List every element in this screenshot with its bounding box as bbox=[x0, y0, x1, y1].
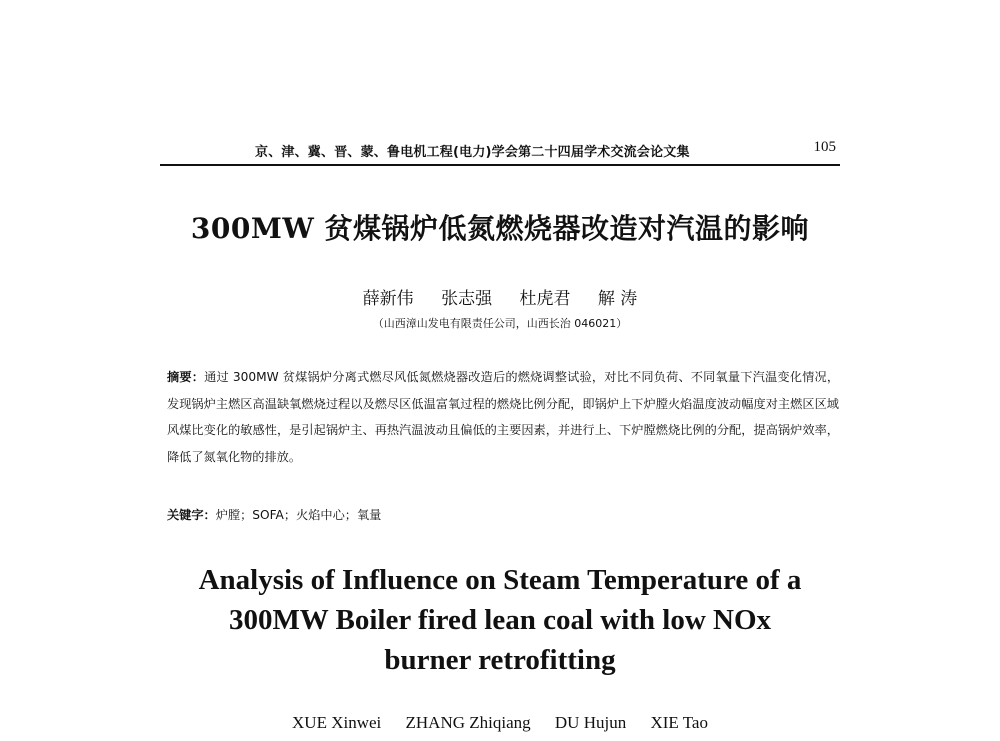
chinese-authors bbox=[0, 284, 1000, 309]
journal-name: 京、津、冀、晋、蒙、鲁电机工程(电力)学会第二十四届学术交流会论文集 bbox=[255, 145, 690, 160]
english-title bbox=[0, 560, 1000, 680]
abstract-text: 通过 300MW 贫煤锅炉分离式燃尽风低氮燃烧器改造后的燃烧调整试验，对比不同负荷、不同氧量下汽温变化情况，发现锅炉主燃区高温缺氧燃烧过程以及燃尽区低温富氧过程的燃烧比例分配，即锅炉上下炉膛火焰温度波动幅度对主燃区区域风煤比变化的敏感性，是引起锅炉主、再热汽温波动且偏低的主要因素，并进行上、下炉膛燃烧比例的分配，提高锅炉效率，降低了氮氧化物的排放。 bbox=[167, 370, 840, 464]
author-en: XIE Tao bbox=[650, 713, 708, 732]
chinese-affiliation: （山西漳山发电有限责任公司，山西长治 046021） bbox=[372, 317, 628, 330]
english-authors bbox=[0, 713, 1000, 733]
keywords bbox=[167, 506, 839, 523]
running-header bbox=[160, 138, 840, 166]
english-title-line: burner retrofitting bbox=[384, 644, 616, 676]
chinese-title: 300MW 贫煤锅炉低氮燃烧器改造对汽温的影响 bbox=[190, 212, 810, 245]
page-number: 105 bbox=[813, 139, 836, 155]
keywords-text: 炉膛；SOFA；火焰中心；氧量 bbox=[215, 508, 382, 522]
author-en: XUE Xinwei bbox=[292, 713, 382, 732]
abstract bbox=[167, 364, 839, 470]
author-en: DU Hujun bbox=[554, 713, 627, 732]
english-title-line: Analysis of Influence on Steam Temperature of a bbox=[198, 564, 802, 596]
english-title-line: 300MW Boiler fired lean coal with low NOx bbox=[228, 604, 772, 636]
author-cn: 张志强 bbox=[441, 289, 493, 309]
author-cn: 薛新伟 bbox=[362, 289, 414, 309]
author-cn: 解 涛 bbox=[597, 289, 638, 309]
author-en: ZHANG Zhiqiang bbox=[405, 713, 531, 732]
abstract-label: 摘要： bbox=[167, 370, 205, 384]
author-cn: 杜虎君 bbox=[519, 289, 571, 309]
keywords-label: 关键字： bbox=[167, 508, 216, 522]
